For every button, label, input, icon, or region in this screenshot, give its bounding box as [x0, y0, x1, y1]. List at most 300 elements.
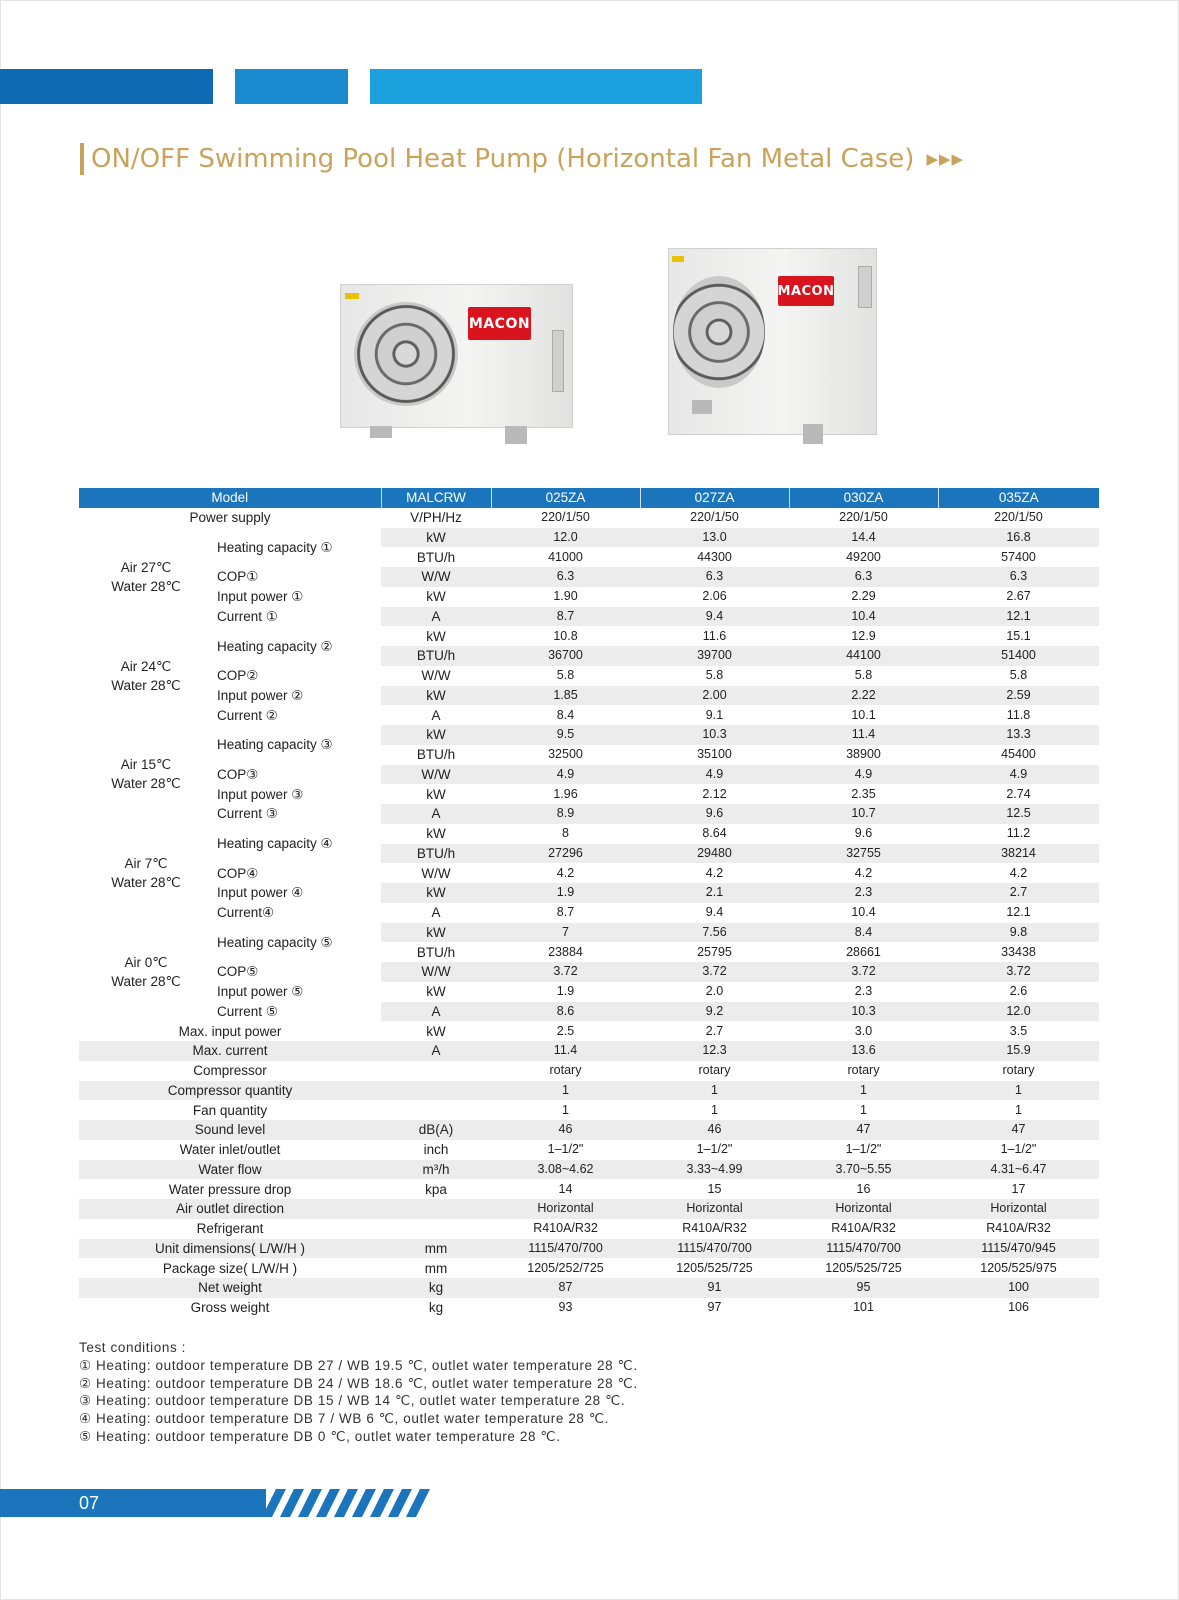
value-cell: 9.6 [640, 804, 789, 824]
unit-cell: mm [424, 1260, 448, 1276]
value-cell: Horizontal [789, 1199, 938, 1219]
unit-cell: kW [426, 984, 446, 1000]
table-row [79, 923, 1099, 943]
value-cell: 10.7 [789, 804, 938, 824]
unit-cell: W/W [421, 865, 451, 881]
unit-cell: kW [381, 923, 491, 943]
table-row [79, 587, 1099, 607]
value-cell: 2.74 [1006, 786, 1031, 801]
value-cell: 5.8 [854, 668, 873, 683]
unit-cell: kW [426, 1023, 446, 1039]
header-model: Model [79, 488, 381, 508]
value-cell: 32500 [548, 747, 583, 762]
value-cell: 2.3 [854, 984, 873, 999]
unit-cell: V/PH/Hz [410, 510, 462, 526]
unit-cell: W/W [381, 765, 491, 785]
value-cell: 12.3 [640, 1041, 789, 1061]
value-cell: 25795 [697, 944, 732, 959]
row-label: Sound level [79, 1120, 381, 1140]
test-condition-line: ① Heating: outdoor temperature DB 27 / WB 19.5 ℃, outlet water temperature 28 ℃. [79, 1357, 638, 1373]
side-connector-icon [858, 266, 872, 308]
unit-cell: kW [426, 589, 446, 605]
value-cell: 6.3 [789, 567, 938, 587]
fan-grille-icon [673, 276, 765, 388]
value-cell: 4.9 [938, 765, 1099, 785]
value-cell: 2.00 [640, 686, 789, 706]
row-label: Compressor [193, 1063, 267, 1079]
unit-cell [381, 1219, 491, 1239]
value-cell: 4.9 [640, 765, 789, 785]
unit-cell: kg [381, 1278, 491, 1298]
product-image-large [668, 248, 880, 450]
row-label: Refrigerant [196, 1221, 264, 1237]
subrow-label: Input power ⑤ [213, 982, 381, 1002]
unit-cell: W/W [381, 962, 491, 982]
page-number: 07 [79, 1493, 100, 1513]
value-cell: 32755 [789, 844, 938, 864]
value-cell: 1 [640, 1081, 789, 1101]
value-cell: 13.6 [789, 1041, 938, 1061]
value-cell: 28661 [846, 944, 881, 959]
value-cell: 49200 [846, 549, 881, 564]
value-cell: 220/1/50 [994, 510, 1043, 525]
unit-cell: dB(A) [381, 1120, 491, 1140]
unit-cell: kW [426, 826, 446, 842]
condition-air: Air 7℃ [124, 856, 168, 872]
value-cell: 11.4 [789, 725, 938, 745]
row-label: Water pressure drop [168, 1181, 292, 1197]
value-cell: 38900 [846, 747, 881, 762]
condition-cell [79, 824, 213, 923]
heating-capacity-label: Heating capacity ④ [213, 824, 381, 864]
value-cell: 1205/252/725 [527, 1260, 604, 1275]
unit-cell: A [381, 1041, 491, 1061]
title-accent-line [80, 143, 84, 175]
value-cell: 9.1 [705, 707, 724, 722]
value-cell: 44300 [697, 549, 732, 564]
unit-cell [381, 1061, 491, 1081]
value-cell: 1205/525/725 [825, 1260, 902, 1275]
unit-cell: m³/h [381, 1160, 491, 1180]
value-cell: 2.67 [1006, 589, 1031, 604]
table-row [79, 1002, 1099, 1022]
table-row [79, 626, 1099, 646]
value-cell: 1 [789, 1081, 938, 1101]
value-cell: 9.6 [854, 826, 873, 841]
subrow-label: Current ② [213, 705, 381, 725]
side-connector-icon [552, 330, 564, 392]
value-cell: 23884 [548, 944, 583, 959]
unit-cell: W/W [421, 668, 451, 684]
unit-cell [381, 1199, 491, 1219]
value-cell: 46 [491, 1120, 640, 1140]
value-cell: 11.8 [1006, 707, 1031, 722]
value-cell: 8.7 [556, 905, 575, 920]
subrow-label: COP② [213, 666, 381, 686]
value-cell: 3.72 [491, 962, 640, 982]
value-cell: 7.56 [640, 923, 789, 943]
heating-capacity-label: Heating capacity ① [213, 528, 381, 568]
row-label: Max. input power [178, 1023, 282, 1039]
value-cell: 3.0 [854, 1023, 873, 1038]
value-cell: 1.9 [491, 883, 640, 903]
table-row [79, 1179, 1099, 1199]
subrow-label: Current ① [213, 607, 381, 627]
value-cell: 5.8 [1009, 668, 1028, 683]
value-cell: 1.85 [491, 686, 640, 706]
value-cell: 8.7 [491, 607, 640, 627]
value-cell: 8.64 [702, 826, 727, 841]
value-cell: 2.29 [851, 589, 876, 604]
table-row [79, 528, 1099, 548]
table-row [79, 1199, 1099, 1219]
table-row [79, 1278, 1099, 1298]
table-row [79, 705, 1099, 725]
support-feet [692, 400, 712, 414]
row-label: Unit dimensions( L/W/H ) [79, 1239, 381, 1259]
value-cell: 5.8 [705, 668, 724, 683]
brand-logo: MACON [778, 276, 834, 306]
value-cell: 5.8 [556, 668, 575, 683]
page-title [80, 141, 964, 177]
condition-air: Air 24℃ [120, 658, 172, 674]
table-row [79, 1258, 1099, 1278]
value-cell: 1.90 [553, 589, 578, 604]
support-feet [370, 426, 392, 438]
subrow-label: COP④ [213, 863, 381, 883]
table-row [79, 903, 1099, 923]
value-cell: 6.3 [491, 567, 640, 587]
value-cell: 4.31~6.47 [938, 1160, 1099, 1180]
value-cell: 3.70~5.55 [789, 1160, 938, 1180]
value-cell: Horizontal [640, 1199, 789, 1219]
value-cell: 12.0 [938, 1002, 1099, 1022]
value-cell: 8.6 [491, 1002, 640, 1022]
value-cell: 1 [711, 1102, 718, 1117]
test-condition-line: ③ Heating: outdoor temperature DB 15 / WB 14 ℃, outlet water temperature 28 ℃. [79, 1393, 626, 1409]
row-label: Gross weight [190, 1300, 270, 1316]
value-cell: 1115/470/945 [938, 1239, 1099, 1259]
value-cell: 1205/525/725 [676, 1260, 753, 1275]
condition-air: Air 15℃ [120, 757, 172, 773]
value-cell: 10.1 [851, 707, 876, 722]
header-027za: 027ZA [640, 488, 789, 508]
value-cell: 4.9 [789, 765, 938, 785]
value-cell: 11.4 [491, 1041, 640, 1061]
value-cell: 10.4 [851, 905, 876, 920]
subrow-label: Current④ [213, 903, 381, 923]
table-row [79, 1081, 1099, 1101]
unit-cell: kW [381, 528, 491, 548]
table-row [79, 765, 1099, 785]
subrow-label: Input power ② [213, 686, 381, 706]
value-cell: 220/1/50 [839, 510, 888, 525]
value-cell: 2.59 [938, 686, 1099, 706]
value-cell: 2.7 [938, 883, 1099, 903]
table-row [79, 686, 1099, 706]
value-cell: 11.2 [1006, 826, 1031, 841]
unit-cell: BTU/h [381, 646, 491, 666]
value-cell: 44100 [789, 646, 938, 666]
value-cell: 1.9 [556, 984, 575, 999]
condition-water: Water 28℃ [111, 677, 181, 693]
value-cell: 15.9 [938, 1041, 1099, 1061]
value-cell: 33438 [1001, 944, 1036, 959]
condition-air: Air 0℃ [124, 954, 168, 970]
value-cell: 38214 [938, 844, 1099, 864]
value-cell: 2.3 [789, 883, 938, 903]
row-label: Power supply [189, 510, 271, 526]
value-cell: 3.33~4.99 [640, 1160, 789, 1180]
value-cell: 8.4 [556, 707, 575, 722]
row-label: Net weight [79, 1278, 381, 1298]
value-cell: 1 [938, 1081, 1099, 1101]
subrow-label: Current ⑤ [213, 1002, 381, 1022]
value-cell: 45400 [1001, 747, 1036, 762]
header-030za: 030ZA [789, 488, 938, 508]
value-cell: 9.8 [938, 923, 1099, 943]
value-cell: 4.9 [491, 765, 640, 785]
unit-cell: BTU/h [416, 944, 456, 960]
value-cell: 27296 [491, 844, 640, 864]
value-cell: 16 [856, 1181, 871, 1196]
header-bar-mid [235, 69, 348, 104]
value-cell: rotary [847, 1063, 880, 1078]
value-cell: 1–1/2" [547, 1142, 584, 1157]
table-row [79, 666, 1099, 686]
value-cell: 93 [558, 1300, 573, 1315]
test-condition-line: ② Heating: outdoor temperature DB 24 / WB 18.6 ℃, outlet water temperature 28 ℃. [79, 1375, 638, 1391]
value-cell: 11.6 [702, 628, 727, 643]
header-035za: 035ZA [938, 488, 1099, 508]
value-cell: 3.72 [640, 962, 789, 982]
unit-cell: kg [428, 1300, 444, 1316]
value-cell: 2.06 [702, 589, 727, 604]
value-cell: 1.96 [553, 786, 578, 801]
table-row [79, 982, 1099, 1002]
value-cell: 14 [558, 1181, 573, 1196]
unit-cell: kW [381, 725, 491, 745]
condition-water: Water 28℃ [111, 875, 181, 891]
value-cell: 12.1 [1006, 905, 1031, 920]
value-cell: 4.2 [1009, 865, 1028, 880]
condition-cell [79, 923, 213, 1022]
heating-capacity-label: Heating capacity ③ [213, 725, 381, 765]
brand-logo: MACON [468, 307, 531, 340]
value-cell: Horizontal [491, 1199, 640, 1219]
value-cell: 9.4 [640, 607, 789, 627]
header-025za: 025ZA [491, 488, 640, 508]
value-cell: 4.2 [705, 865, 724, 880]
value-cell: 4.2 [556, 865, 575, 880]
value-cell: 3.72 [938, 962, 1099, 982]
value-cell: 2.35 [851, 786, 876, 801]
unit-cell: A [431, 905, 441, 921]
table-header-row [79, 488, 1099, 508]
value-cell: 1 [562, 1102, 569, 1117]
value-cell: 91 [640, 1278, 789, 1298]
table-row [79, 1160, 1099, 1180]
table-row [79, 1120, 1099, 1140]
value-cell: 1–1/2" [696, 1142, 733, 1157]
table-row [79, 1041, 1099, 1061]
row-label: Water inlet/outlet [179, 1142, 281, 1158]
value-cell: 15.1 [1006, 628, 1031, 643]
value-cell: 9.2 [640, 1002, 789, 1022]
row-label: Fan quantity [192, 1102, 268, 1118]
value-cell: 8.9 [491, 804, 640, 824]
unit-cell: BTU/h [381, 844, 491, 864]
condition-air: Air 27℃ [120, 559, 172, 575]
product-image-small [340, 282, 575, 447]
table-row [79, 1219, 1099, 1239]
condition-cell [79, 528, 213, 627]
value-cell: rotary [549, 1063, 582, 1078]
value-cell: 3.72 [789, 962, 938, 982]
value-cell: 13.3 [938, 725, 1099, 745]
value-cell: 10.8 [553, 628, 578, 643]
unit-cell: mm [381, 1239, 491, 1259]
value-cell: R410A/R32 [533, 1221, 598, 1236]
warning-label-icon [345, 293, 359, 299]
unit-cell [381, 1100, 491, 1120]
value-cell: 3.5 [1009, 1023, 1028, 1038]
value-cell: 36700 [491, 646, 640, 666]
value-cell: R410A/R32 [682, 1221, 747, 1236]
table-row [79, 1239, 1099, 1259]
value-cell: 41000 [548, 549, 583, 564]
value-cell: 51400 [938, 646, 1099, 666]
subrow-label: Current ③ [213, 804, 381, 824]
page-title-text: ON/OFF Swimming Pool Heat Pump (Horizontal Fan Metal Case) [91, 144, 915, 174]
header-bar-dark [0, 69, 213, 104]
value-cell: 97 [707, 1300, 722, 1315]
value-cell: 1–1/2" [1000, 1142, 1037, 1157]
value-cell: 12.5 [938, 804, 1099, 824]
value-cell: R410A/R32 [831, 1221, 896, 1236]
value-cell: 16.8 [938, 528, 1099, 548]
test-conditions-heading: Test conditions : [79, 1340, 187, 1355]
value-cell: 15 [707, 1181, 722, 1196]
table-row [79, 725, 1099, 745]
row-label: Package size( L/W/H ) [162, 1260, 298, 1276]
value-cell: 14.4 [789, 528, 938, 548]
value-cell: 47 [938, 1120, 1099, 1140]
test-conditions [79, 1339, 638, 1446]
value-cell: 106 [1008, 1300, 1029, 1315]
value-cell: rotary [698, 1063, 731, 1078]
footer-bar [0, 1489, 266, 1517]
row-label: Water flow [79, 1160, 381, 1180]
value-cell: 8.4 [789, 923, 938, 943]
value-cell: 101 [853, 1300, 874, 1315]
subrow-label: COP① [213, 567, 381, 587]
title-arrows-icon: ▶▶▶ [926, 150, 965, 168]
value-cell: 2.6 [1009, 984, 1028, 999]
value-cell: 8 [562, 826, 569, 841]
value-cell: 13.0 [640, 528, 789, 548]
unit-cell [381, 1081, 491, 1101]
value-cell: 10.3 [789, 1002, 938, 1022]
unit-cell: BTU/h [416, 549, 456, 565]
fan-grille-icon [354, 302, 458, 406]
value-cell: 47 [789, 1120, 938, 1140]
unit-cell: A [431, 707, 441, 723]
value-cell: 9.4 [705, 905, 724, 920]
table-row [79, 784, 1099, 804]
row-label: Air outlet direction [79, 1199, 381, 1219]
value-cell: 9.5 [491, 725, 640, 745]
heating-capacity-label: Heating capacity ② [213, 626, 381, 666]
test-condition-line: ④ Heating: outdoor temperature DB 7 / WB 6 ℃, outlet water temperature 28 ℃. [79, 1411, 609, 1427]
heating-capacity-label: Heating capacity ⑤ [213, 923, 381, 963]
condition-water: Water 28℃ [111, 776, 181, 792]
unit-cell: kW [426, 628, 446, 644]
value-cell: 1 [860, 1102, 867, 1117]
unit-cell: A [381, 607, 491, 627]
value-cell: 1115/470/700 [789, 1239, 938, 1259]
condition-cell [79, 725, 213, 824]
table-row [79, 1061, 1099, 1081]
value-cell: 2.0 [705, 984, 724, 999]
table-row [79, 962, 1099, 982]
row-label: Max. current [79, 1041, 381, 1061]
unit-cell: kW [381, 883, 491, 903]
unit-cell: kW [381, 686, 491, 706]
unit-cell: kW [426, 786, 446, 802]
unit-cell: inch [423, 1142, 449, 1158]
table-row [79, 1140, 1099, 1160]
table-row [79, 883, 1099, 903]
condition-cell [79, 626, 213, 725]
header-bar-light [370, 69, 702, 104]
value-cell: 35100 [697, 747, 732, 762]
value-cell: 3.08~4.62 [491, 1160, 640, 1180]
value-cell: 1115/470/700 [640, 1239, 789, 1259]
spec-table [79, 488, 1099, 1318]
value-cell: 6.3 [938, 567, 1099, 587]
value-cell: 4.2 [854, 865, 873, 880]
value-cell: 1 [491, 1081, 640, 1101]
value-cell: 29480 [640, 844, 789, 864]
value-cell: 10.4 [789, 607, 938, 627]
value-cell: 2.5 [556, 1023, 575, 1038]
header-series: MALCRW [381, 488, 491, 508]
value-cell: 10.3 [640, 725, 789, 745]
value-cell: 12.0 [491, 528, 640, 548]
value-cell: 2.12 [702, 786, 727, 801]
table-row [79, 804, 1099, 824]
footer-stripes-icon [258, 1489, 438, 1517]
unit-cell: A [381, 804, 491, 824]
test-condition-line: ⑤ Heating: outdoor temperature DB 0 ℃, outlet water temperature 28 ℃. [79, 1428, 561, 1444]
value-cell: 57400 [1001, 549, 1036, 564]
table-row [79, 1298, 1099, 1318]
subrow-label: COP③ [213, 765, 381, 785]
value-cell: 12.9 [851, 628, 876, 643]
value-cell: 100 [938, 1278, 1099, 1298]
condition-water: Water 28℃ [111, 973, 181, 989]
value-cell: 220/1/50 [690, 510, 739, 525]
unit-cell: W/W [381, 567, 491, 587]
value-cell: 220/1/50 [541, 510, 590, 525]
value-cell: 2.7 [705, 1023, 724, 1038]
unit-cell: kpa [425, 1181, 447, 1197]
row-label: Compressor quantity [79, 1081, 381, 1101]
unit-cell: A [381, 1002, 491, 1022]
subrow-label: COP⑤ [213, 962, 381, 982]
subrow-label: Input power ③ [213, 784, 381, 804]
